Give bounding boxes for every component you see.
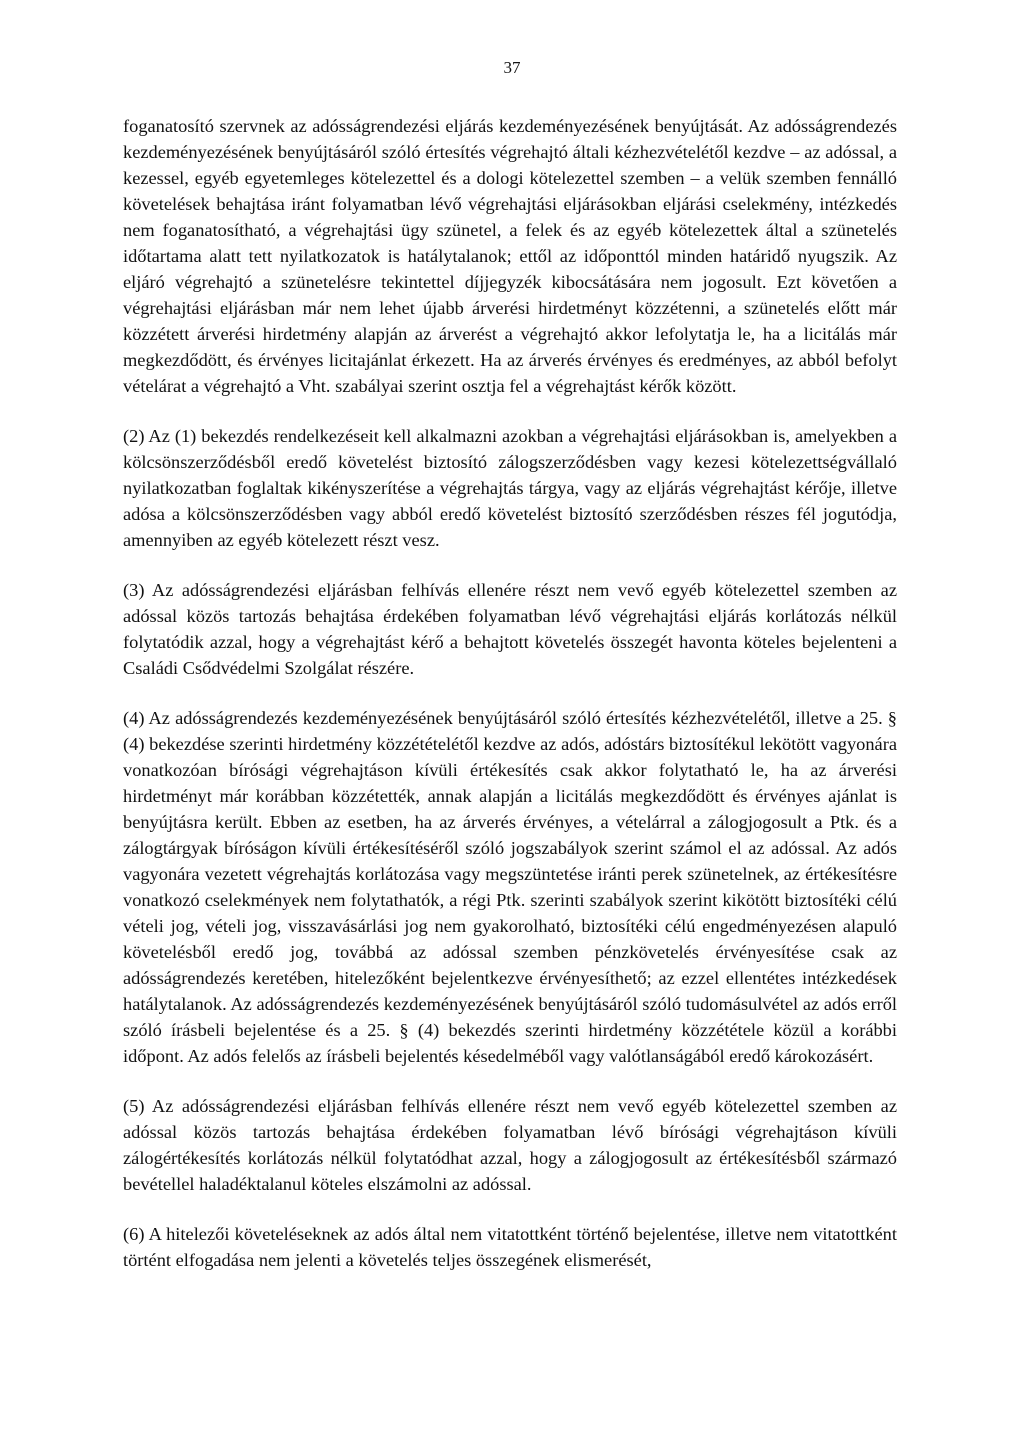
paragraph-6: (6) A hitelezői követeléseknek az adós által nem vitatottként történő bejelentése, illetve nem vitatottként történt elfogadása nem jelenti a követelés teljes összegének elismerését, <box>123 1224 897 1270</box>
document-body <box>123 113 897 1273</box>
paragraph-4: (4) Az adósságrendezés kezdeményezésének benyújtásáról szóló értesítés kézhezvételétől, illetve a 25. § (4) bekezdése szerinti hirdetmény közzétételétől kezdve az adós, adóstárs biztosítékul lekötött vagyonára vonatkozóan bírósági végrehajtáson kívüli értékesítés csak akkor folytatható le, ha az árverési hirdetményt már korábban közzétették, annak alapján a licitálás megkezdődött és érvényes ajánlat is benyújtásra került. Ebben az esetben, ha az árverés érvényes, a vételárral a zálogjogosult a Ptk. és a zálogtárgyak bíróságon kívüli értékesítéséről szóló jogszabályok szerint számol el az adóssal. Az adós vagyonára vezetett végrehajtás korlátozása vagy megszüntetése iránti perek szünetelnek, az értékesítésre vonatkozó cselekmények nem folytathatók, a régi Ptk. szerinti szabályok szerint kikötött biztosítéki célú vételi jog, vételi jog, visszavásárlási jog nem gyakorolható, biztosítéki célú engedményezésen alapuló követelésből eredő jog, továbbá az adóssal szemben pénzkövetelés érvényesítése csak az adósságrendezés keretében, hitelezőként bejelentkezve érvényesíthető; az ezzel ellentétes intézkedések hatálytalanok. Az adósságrendezés kezdeményezésének benyújtásáról szóló tudomásulvétel az adós erről szóló írásbeli bejelentése és a 25. § (4) bekezdés szerinti hirdetmény közzététele közül a korábbi időpont. Az adós felelős az írásbeli bejelentés késedelméből vagy valótlanságából eredő károkozásért. <box>123 708 897 1066</box>
paragraph-5: (5) Az adósságrendezési eljárásban felhívás ellenére részt nem vevő egyéb kötelezettel szemben az adóssal közös tartozás behajtása érdekében folyamatban lévő bírósági végrehajtáson kívüli zálogértékesítés korlátozás nélkül folytatódhat azzal, hogy a zálogjogosult az értékesítésből származó bevétellel haladéktalanul köteles elszámolni az adóssal. <box>123 1096 897 1194</box>
page-number: 37 <box>503 58 521 77</box>
paragraph-continued: foganatosító szervnek az adósságrendezési eljárás kezdeményezésének benyújtását. Az adósságrendezés kezdeményezésének benyújtásáról szóló értesítés végrehajtó általi kézhezvételétől kezdve – az adóssal, a kezessel, egyéb egyetemleges kötelezettel és a dologi kötelezettel szemben – a velük szemben fennálló követelések behajtása iránt folyamatban lévő végrehajtási eljárásokban eljárási cselekmény, intézkedés nem foganatosítható, a végrehajtási ügy szünetel, a felek és az egyéb kötelezettek által a szünetelés időtartama alatt tett nyilatkozatok is hatálytalanok; ettől az időponttól minden határidő nyugszik. Az eljáró végrehajtó a szünetelésre tekintettel díjjegyzék kibocsátására nem jogosult. Ezt követően a végrehajtási eljárásban már nem lehet újabb árverési hirdetményt közzétenni, a szünetelés előtt már közzétett árverési hirdetmény alapján az árverést a végrehajtó akkor lefolytatja le, ha a licitálás már megkezdődött, és érvényes licitajánlat érkezett. Ha az árverés érvényes és eredményes, az abból befolyt vételárat a végrehajtó a Vht. szabályai szerint osztja fel a végrehajtást kérők között. <box>123 116 897 396</box>
paragraph-2: (2) Az (1) bekezdés rendelkezéseit kell alkalmazni azokban a végrehajtási eljárásokban is, amelyekben a kölcsönszerződésből eredő követelést biztosító zálogszerződésben vagy kezesi kötelezettségvállaló nyilatkozatban foglaltak kikényszerítése a végrehajtás tárgya, vagy az eljárás végrehajtást kérője, illetve adósa a kölcsönszerződésben vagy abból eredő követelést biztosító szerződésben részes fél jogutódja, amennyiben az egyéb kötelezett részt vesz. <box>123 426 897 550</box>
paragraph-3: (3) Az adósságrendezési eljárásban felhívás ellenére részt nem vevő egyéb kötelezettel szemben az adóssal közös tartozás behajtása érdekében folyamatban lévő végrehajtási eljárás korlátozás nélkül folytatódik azzal, hogy a végrehajtást kérő a behajtott követelés összegét havonta köteles bejelenteni a Családi Csődvédelmi Szolgálat részére. <box>123 580 897 678</box>
